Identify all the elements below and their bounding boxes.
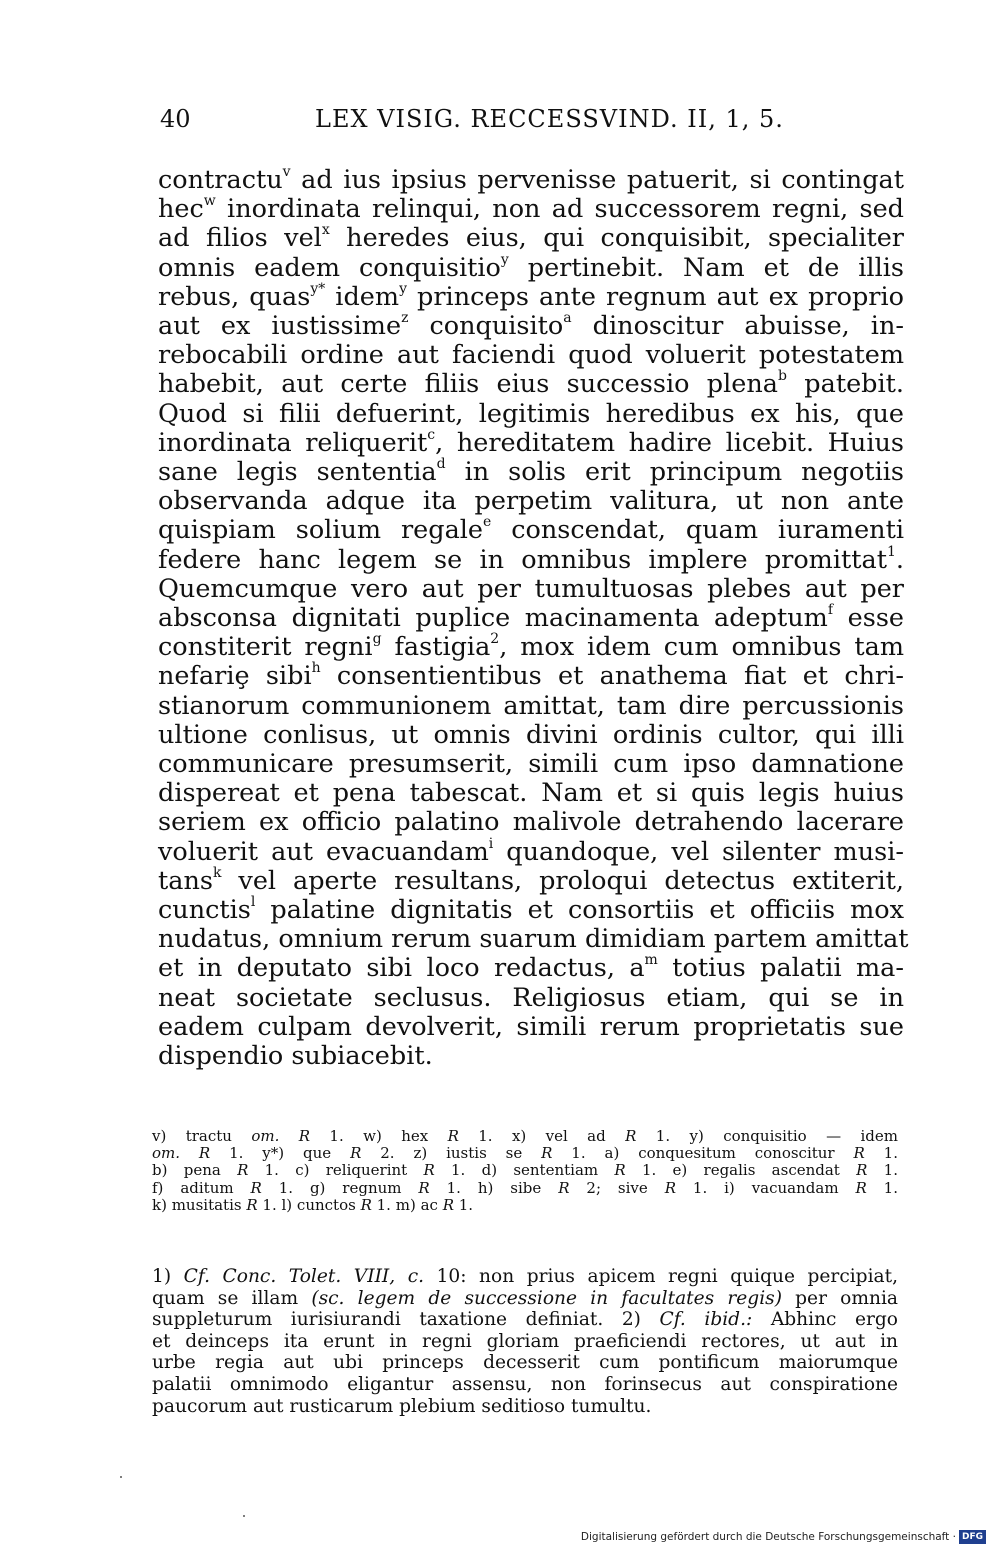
text-run: sane legis sententia [158,457,437,488]
text-run: consentientibus et anathema fiat et chri- [320,661,904,692]
text-run: 2. z) iustis se [361,1144,542,1163]
text-line [158,251,904,283]
text-line [158,721,904,750]
funding-notice-text: Digitalisierung gefördert durch die Deutsche Forschungsgemeinschaft · [580,1531,956,1543]
footnote-marker: g [372,631,382,648]
text-run: per omnia [781,1287,898,1309]
footnote-line [152,1352,898,1374]
text-line [158,604,904,633]
text-run: rebocabili ordine aut faciendi quod voluerit potestatem [158,340,904,371]
text-run: 1. l) cunctos [257,1195,361,1214]
text-run: 1. y) conquisitio — idem [636,1127,898,1145]
text-run: aut ex iustissime [158,311,402,342]
text-line [158,835,905,867]
text-run: eadem culpam devolverit, simili rerum proprietatis sue [158,1011,904,1042]
text-run: 10: non prius apicem regni quique percipiat, [424,1266,898,1287]
text-run: 1. [867,1161,898,1180]
text-run: seriem ex officio palatino malivole detrahendo lacerare [158,807,904,838]
text-run: 1. [864,1144,898,1163]
text-line [158,280,904,312]
italic-text: R [418,1178,430,1197]
apparatus-line [152,1180,898,1197]
text-run: urbe regia aut ubi princeps decesserit cum pontificum maiorumque [152,1352,898,1374]
text-run: habebit, aut certe filiis eius successio plena [158,369,778,400]
italic-text: R [447,1127,459,1145]
text-run: Abhinc ergo [752,1309,898,1331]
italic-text: R [237,1161,249,1180]
text-run: v) tractu [152,1127,252,1145]
italic-text: R [625,1127,637,1145]
footnote-marker: i [488,835,494,852]
funding-notice [581,1530,986,1544]
italic-text: (sc. legem de successione in facultates regis) [311,1287,782,1309]
text-run: Quemcumque vero aut per tumultuosas plebes aut per [158,573,904,604]
text-line [158,692,904,721]
text-line [158,984,904,1013]
text-run: stianorum communionem amittat, tam dire percussionis [158,690,904,721]
text-run: ultione conlisus, ut omnis divini ordinis cultor, qui illi [158,719,904,750]
text-run: princeps ante regnum aut ex proprio [406,281,904,312]
text-run: ad ius ipsius pervenisse patuerit, si contingat [290,165,904,195]
text-line [158,633,904,662]
italic-text: om. R [251,1127,311,1145]
footnote-marker: z [401,310,409,327]
text-run: b) pena [152,1161,238,1180]
text-run: conquisito [408,311,564,342]
text-run: inordinata relinqui, non ad successorem regni, sed [215,194,904,225]
text-run: 1. e) regalis ascendat [625,1161,857,1180]
text-run: hec [158,194,204,225]
text-run: 2; sive [569,1178,665,1197]
text-run: inordinata reliquerit [158,427,428,458]
footnote-marker: f [827,602,834,619]
italic-text: R [246,1195,258,1214]
italic-text: R [360,1195,372,1214]
text-run: neat societate seclusus. Religiosus etiam, qui se in [158,982,904,1013]
footnote-marker: y [399,280,407,297]
text-run: omnis eadem conquisitio [158,252,501,283]
text-run: fastigia [381,632,491,663]
text-run: 1) [152,1266,184,1287]
footnote-line [152,1309,898,1331]
italic-text: R [853,1144,865,1163]
text-line [158,426,905,458]
text-run: cunctis [158,895,251,926]
text-run: communicare presumserit, simili cum ipso damnatione [158,749,904,780]
apparatus-line [152,1197,898,1214]
text-run: nefariȩ sibi [158,661,312,692]
text-line [158,662,904,691]
footnote-marker: h [311,660,321,677]
text-run: quispiam solium regale [158,515,484,546]
text-line [158,896,904,925]
text-line [158,487,904,516]
footnote-marker: l [250,894,256,911]
apparatus-line [152,1162,898,1179]
text-line [158,924,909,955]
italic-text: Cf. ibid.: [659,1309,753,1331]
text-line [158,341,904,370]
main-text [158,164,909,1072]
text-run: palatine dignitatis et consortiis et officiis mox [255,895,904,926]
text-run: 1. [453,1195,474,1214]
text-run: f) aditum [152,1178,251,1197]
text-run: quandoque, vel silenter musi- [493,836,905,867]
text-run: 1. [866,1178,898,1197]
apparatus-line [152,1128,898,1145]
text-run: 1. y*) que [210,1144,351,1163]
italic-text: R [855,1178,867,1197]
running-title: LEX VISIG. RECCESSVIND. II, 1, 5. [315,105,784,133]
text-line [158,779,904,808]
text-run: 1. a) conquesitum conoscitur [552,1144,854,1163]
text-run: nudatus, omnium rerum suarum dimidiam partem amittat [158,924,909,955]
footnote-marker: w [203,193,216,210]
text-run: pertinebit. Nam et de illis [508,252,904,283]
text-run: in solis erit principum negotiis [445,457,904,488]
footnotes [152,1266,898,1417]
text-run: dispendio subiacebit. [158,1041,433,1072]
text-run: idem [325,281,400,312]
text-line [158,954,904,983]
text-run: esse [833,603,904,634]
page-number: 40 [160,105,191,133]
italic-text: om. R [152,1144,211,1163]
text-line [158,1042,904,1071]
footnote-marker: y* [310,280,326,297]
text-run: federe hanc legem se in omnibus implere promittat [158,544,887,575]
footnote-marker: v [282,164,291,181]
text-run: patebit. [786,369,904,400]
italic-text: R [664,1178,676,1197]
text-run: voluerit aut evacuandam [158,836,489,867]
text-run: 1. h) sibe [429,1178,559,1197]
footnote-marker: 1 [886,543,896,560]
text-run: 1. g) regnum [261,1178,419,1197]
footnote-line [152,1396,898,1418]
text-run: k) musitatis [152,1195,247,1214]
text-run: et in deputato sibi loco redactus, a [158,953,645,984]
text-run: constiterit regni [158,632,373,663]
footnote-marker: d [436,456,446,473]
text-run: dinoscitur abuisse, in- [571,311,905,342]
text-line [158,224,904,253]
footnote-marker: c [427,426,436,443]
dfg-logo: DFG [959,1530,986,1544]
italic-text: R [541,1144,553,1163]
text-run: , mox idem cum omnibus tam [499,632,905,663]
text-run: totius palatii ma- [657,953,904,984]
text-line [158,312,904,341]
text-line [158,864,904,896]
text-run: vel aperte resultans, proloqui detectus extiterit, [221,865,904,896]
text-run: quam se illam [152,1287,312,1309]
text-run: 1. m) ac [371,1195,443,1214]
text-run: heredes eius, qui conquisibit, specialiter [329,223,904,254]
footnote-marker: y [500,251,509,268]
text-run: ad filios vel [158,223,322,254]
text-run: 1. c) reliquerint [248,1161,424,1180]
text-line [158,575,904,604]
italic-text: R [558,1178,570,1197]
text-line [158,808,904,837]
scan-speck-mark [120,1476,122,1478]
text-run: contractu [158,165,283,195]
footnote-marker: m [644,952,658,969]
footnote-line [152,1266,898,1288]
footnote-line [152,1374,898,1396]
text-run: Quod si filii defuerint, legitimis heredibus ex his, que [158,398,904,429]
apparatus-line [152,1145,898,1162]
text-run: . [895,544,904,575]
text-line [158,400,904,429]
text-line [158,543,904,575]
footnote-marker: 2 [490,631,500,648]
text-run: palatii omnimodo eligantur assensu, non forinsecus aut conspiratione [152,1373,898,1395]
text-run: rebus, quas [158,281,311,312]
text-run: et deinceps ita erunt in regni gloriam praeficiendi rectores, ut aut in [152,1330,898,1352]
text-line [158,458,904,487]
text-line [158,1013,904,1042]
footnote-marker: b [777,368,787,385]
italic-text: R [856,1161,868,1180]
italic-text: R [250,1178,262,1197]
italic-text: Cf. Conc. Tolet. VIII, c. [183,1266,425,1287]
text-line [158,370,904,399]
footnote-marker: e [483,514,492,531]
text-run: observanda adque ita perpetim valitura, ut non ante [158,486,904,517]
text-run: conscendat, quam iuramenti [491,515,904,546]
footnote-marker: x [321,222,330,239]
scan-speck-mark [243,1515,245,1517]
footnote-marker: k [212,864,222,881]
text-run: , hereditatem hadire licebit. Huius [435,427,905,458]
text-run: 1. x) vel ad [458,1127,626,1145]
italic-text: R [442,1195,454,1214]
text-run: 1. d) sententiam [434,1161,615,1180]
footnote-marker: a [563,310,572,327]
text-line [158,195,904,224]
text-run: absconsa dignitati puplice macinamenta adeptum [158,603,828,634]
footnote-line [152,1288,898,1310]
text-run: 1. w) hex [310,1127,448,1145]
text-run: tans [158,865,213,896]
text-run: dispereat et pena tabescat. Nam et si quis legis huius [158,778,904,809]
text-line [158,516,904,545]
footnote-line [152,1331,898,1353]
text-run: 1. i) vacuandam [675,1178,856,1197]
italic-text: R [350,1144,362,1163]
text-run: suppleturum iurisiurandi taxatione definiat. 2) [152,1309,660,1331]
text-line [158,166,904,195]
italic-text: R [614,1161,626,1180]
text-run: paucorum aut rusticarum plebium seditioso tumultu. [152,1395,652,1417]
critical-apparatus [152,1128,898,1214]
text-line [158,750,904,779]
italic-text: R [423,1161,435,1180]
